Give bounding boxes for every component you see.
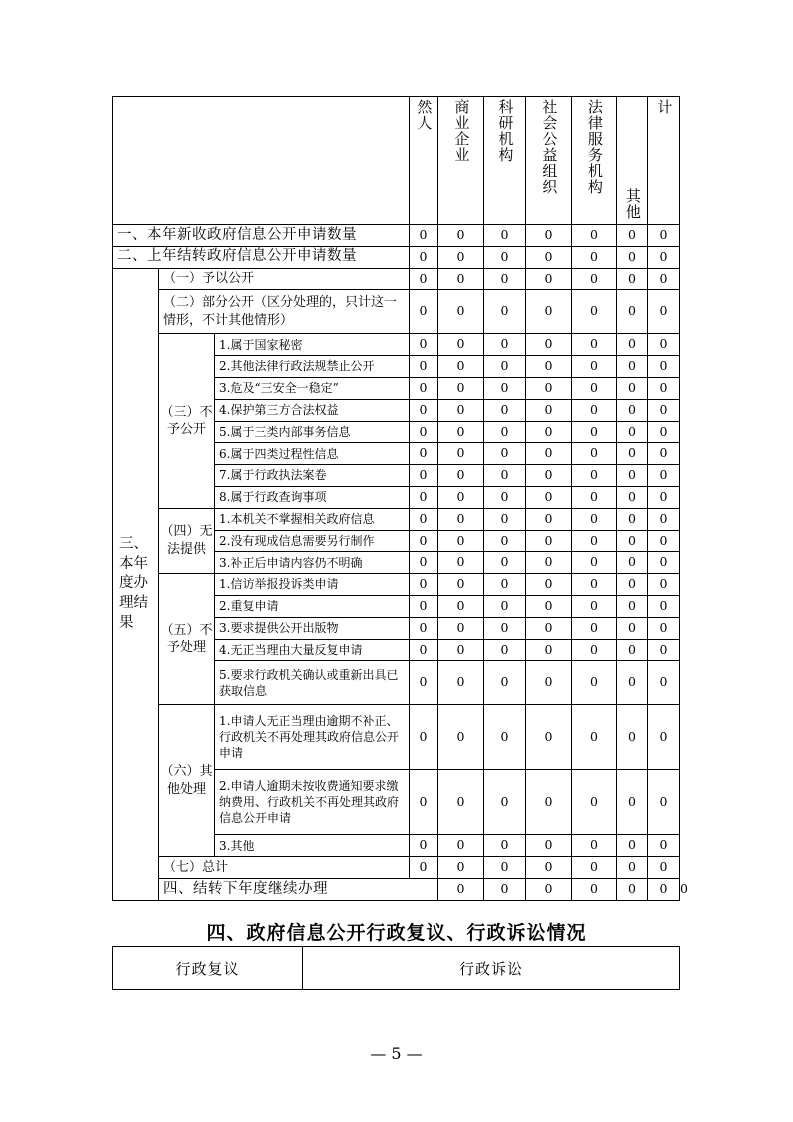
col-other: [617, 97, 648, 225]
cell: 0: [572, 530, 617, 552]
cell: 0: [617, 705, 648, 770]
col-legal: [572, 97, 617, 225]
cell: 0: [648, 857, 680, 879]
row-g6-1: [113, 705, 680, 770]
cell: 0: [617, 595, 648, 617]
cell: 0: [648, 443, 680, 465]
cell: 0: [410, 246, 438, 268]
cell: 0: [484, 290, 526, 334]
cell: 0: [438, 617, 484, 639]
cell: 0: [617, 443, 648, 465]
cell: 0: [484, 617, 526, 639]
cell: 0: [438, 705, 484, 770]
row-label: 8.属于行政查询事项: [215, 486, 410, 508]
row-label: 3.补正后申请内容仍不明确: [215, 552, 410, 574]
row-new-applications: [113, 225, 680, 247]
cell: 0: [526, 399, 572, 421]
cell: 0: [484, 770, 526, 835]
cell: 0: [410, 639, 438, 661]
cell: 0: [648, 465, 680, 487]
cell: 0: [648, 225, 680, 247]
cell: 0: [438, 552, 484, 574]
cell: 0: [484, 421, 526, 443]
cell: 0: [438, 377, 484, 399]
litigation-header: 行政诉讼: [303, 947, 680, 990]
row-label: （七）总计: [159, 857, 410, 879]
cell: 0: [617, 465, 648, 487]
cell: 0: [410, 377, 438, 399]
cell: 0: [648, 399, 680, 421]
cell: 0: [526, 290, 572, 334]
cell: 0: [526, 595, 572, 617]
row-label: 5.属于三类内部事务信息: [215, 421, 410, 443]
cell: 0: [526, 334, 572, 356]
cell: 0: [648, 552, 680, 574]
row-label: 3.危及“三安全一稳定”: [215, 377, 410, 399]
cell: 0: [648, 530, 680, 552]
cell: 0: [572, 334, 617, 356]
row-label: 5.要求行政机关确认或重新出具已获取信息: [215, 661, 410, 705]
cell: 0: [617, 421, 648, 443]
cell: 0: [484, 443, 526, 465]
cell: 0: [617, 377, 648, 399]
cell: 0: [438, 465, 484, 487]
reconsideration-header: 行政复议: [113, 947, 303, 990]
row-g4-1: [113, 508, 680, 530]
cell: 0: [617, 356, 648, 378]
cell: 0: [648, 334, 680, 356]
row-label: 4.无正当理由大量反复申请: [215, 639, 410, 661]
cell: 0: [410, 530, 438, 552]
cell: 0: [648, 356, 680, 378]
cell: 0: [617, 530, 648, 552]
cell: 0: [410, 421, 438, 443]
cell: 0: [484, 268, 526, 290]
cell: 0: [438, 770, 484, 835]
cell: 0: [526, 508, 572, 530]
cell: 0: [410, 552, 438, 574]
row-g1: [113, 268, 680, 290]
row-label: 1.属于国家秘密: [215, 334, 410, 356]
cell: 0: [484, 225, 526, 247]
row-label: 6.属于四类过程性信息: [215, 443, 410, 465]
cell: 0: [648, 574, 680, 596]
col-total-label: 计: [655, 99, 674, 115]
cell: 0: [484, 857, 526, 879]
cell: 0: [572, 246, 617, 268]
cell: 0: [484, 705, 526, 770]
row-carried-over: [113, 246, 680, 268]
cell: 0: [484, 399, 526, 421]
cell: 0: [438, 334, 484, 356]
cell: 0: [526, 486, 572, 508]
cell: 0: [410, 835, 438, 857]
cell: 0: [572, 225, 617, 247]
row-label: 3.其他: [215, 835, 410, 857]
cell: 0: [526, 465, 572, 487]
cell: 0: [484, 530, 526, 552]
cell: 0: [617, 268, 648, 290]
cell: 0: [526, 857, 572, 879]
header-blank-cell: [113, 97, 410, 225]
cell: 0: [410, 595, 438, 617]
group-5-label: （五）不予处理: [159, 574, 215, 705]
cell: 0: [438, 878, 484, 900]
cell: 0: [648, 508, 680, 530]
row-label: 一、本年新收政府信息公开申请数量: [113, 225, 410, 247]
cell: 0: [438, 399, 484, 421]
cell: 0: [572, 421, 617, 443]
row-label: 2.其他法律行政法规禁止公开: [215, 356, 410, 378]
cell: 0: [648, 639, 680, 661]
cell: 0: [484, 465, 526, 487]
cell: 0: [484, 661, 526, 705]
cell: 0: [526, 246, 572, 268]
cell: 0: [438, 857, 484, 879]
cell: 0: [410, 225, 438, 247]
row-label: 2.没有现成信息需要另行制作: [215, 530, 410, 552]
cell: 0: [648, 878, 680, 900]
cell: 0: [526, 705, 572, 770]
col-social-label: 社会公益组织: [540, 99, 559, 195]
cell: 0: [526, 530, 572, 552]
cell: 0: [572, 835, 617, 857]
row-label: 二、上年结转政府信息公开申请数量: [113, 246, 410, 268]
row-label: 四、结转下年度继续办理: [159, 878, 438, 900]
cell: 0: [438, 574, 484, 596]
cell: 0: [410, 268, 438, 290]
cell: 0: [526, 574, 572, 596]
cell: 0: [438, 508, 484, 530]
cell: 0: [484, 508, 526, 530]
cell: 0: [410, 508, 438, 530]
col-total: [648, 97, 680, 225]
col-commercial: [438, 97, 484, 225]
row-label: 7.属于行政执法案卷: [215, 465, 410, 487]
review-table: [112, 946, 680, 990]
cell: 0: [572, 268, 617, 290]
cell: 0: [410, 334, 438, 356]
cell: 0: [526, 443, 572, 465]
cell: 0: [526, 617, 572, 639]
cell: 0: [648, 486, 680, 508]
cell: 0: [410, 661, 438, 705]
cell: 0: [484, 574, 526, 596]
cell: 0: [617, 857, 648, 879]
row-g3-1: [113, 334, 680, 356]
cell: 0: [648, 421, 680, 443]
section-3-label: 三、本年度办理结果: [113, 268, 159, 900]
cell: 0: [572, 377, 617, 399]
page-number: — 5 —: [370, 1044, 423, 1063]
cell: 0: [617, 508, 648, 530]
cell: 0: [484, 377, 526, 399]
row-g5-1: [113, 574, 680, 596]
group-4-label: （四）无法提供: [159, 508, 215, 573]
cell: 0: [526, 356, 572, 378]
cell: 0: [526, 421, 572, 443]
cell: 0: [410, 705, 438, 770]
cell: 0: [572, 617, 617, 639]
cell: 0: [526, 835, 572, 857]
cell: 0: [484, 334, 526, 356]
cell: 0: [438, 595, 484, 617]
cell: 0: [438, 268, 484, 290]
cell: 0: [572, 486, 617, 508]
cell: 0: [648, 246, 680, 268]
cell: 0: [410, 399, 438, 421]
cell: 0: [484, 356, 526, 378]
cell: 0: [410, 486, 438, 508]
cell: 0: [410, 617, 438, 639]
cell: 0: [410, 857, 438, 879]
row-label: 3.要求提供公开出版物: [215, 617, 410, 639]
cell: 0: [438, 639, 484, 661]
cell: 0: [572, 574, 617, 596]
cell: 0: [438, 225, 484, 247]
row-label: （一）予以公开: [159, 268, 410, 290]
cell: 0: [648, 770, 680, 835]
row-label: （二）部分公开（区分处理的，只计这一情形，不计其他情形）: [159, 290, 410, 334]
row-label: 2.申请人逾期未按收费通知要求缴纳费用、行政机关不再处理其政府信息公开申请: [215, 770, 410, 835]
cell: 0: [648, 835, 680, 857]
cell: 0: [410, 290, 438, 334]
cell: 0: [617, 770, 648, 835]
cell: 0: [526, 552, 572, 574]
cell: 0: [617, 246, 648, 268]
cell: 0: [648, 595, 680, 617]
cell: 0: [438, 421, 484, 443]
cell: 0: [484, 246, 526, 268]
cell: 0: [438, 530, 484, 552]
row-label: 1.信访举报投诉类申请: [215, 574, 410, 596]
cell: 0: [484, 595, 526, 617]
cell: 0: [617, 552, 648, 574]
cell: 0: [484, 552, 526, 574]
row-label: 1.本机关不掌握相关政府信息: [215, 508, 410, 530]
cell: 0: [648, 705, 680, 770]
cell: 0: [648, 377, 680, 399]
cell: 0: [617, 878, 648, 900]
cell: 0: [617, 334, 648, 356]
col-commercial-label: 商业企业: [452, 99, 471, 163]
cell: 0: [410, 443, 438, 465]
cell: 0: [526, 639, 572, 661]
row-label: 4.保护第三方合法权益: [215, 399, 410, 421]
cell: 0: [526, 878, 572, 900]
cell: 0: [648, 617, 680, 639]
cell: 0: [572, 878, 617, 900]
cell: 0: [648, 290, 680, 334]
cell: 0: [572, 465, 617, 487]
cell: 0: [438, 290, 484, 334]
cell: 0: [617, 399, 648, 421]
row-label: 2.重复申请: [215, 595, 410, 617]
cell: 0: [484, 486, 526, 508]
cell: 0: [572, 661, 617, 705]
row-g2: [113, 290, 680, 334]
cell: 0: [438, 835, 484, 857]
col-natural-person: [410, 97, 438, 225]
cell: 0: [617, 574, 648, 596]
cell: 0: [438, 486, 484, 508]
cell: 0: [438, 356, 484, 378]
cell: 0: [572, 552, 617, 574]
cell: 0: [617, 835, 648, 857]
cell: 0: [572, 595, 617, 617]
cell: 0: [526, 225, 572, 247]
cell: 0: [438, 661, 484, 705]
cell: 0: [410, 574, 438, 596]
application-statistics-table: [112, 96, 688, 901]
col-research: [484, 97, 526, 225]
col-research-label: 科研机构: [496, 99, 515, 163]
cell: 0: [410, 356, 438, 378]
cell: 0: [617, 486, 648, 508]
cell: 0: [572, 508, 617, 530]
cell: 0: [617, 617, 648, 639]
cell: 0: [526, 770, 572, 835]
cell: 0: [484, 878, 526, 900]
row-carry-forward: 四、结转下年度继续办理 0 0 0 0 0 0 0: [113, 878, 680, 900]
cell: 0: [648, 268, 680, 290]
cell: 0: [410, 770, 438, 835]
section-title: 四、政府信息公开行政复议、行政诉讼情况: [206, 922, 587, 944]
cell: 0: [572, 356, 617, 378]
cell: 0: [617, 639, 648, 661]
cell: 0: [410, 465, 438, 487]
col-other-label: 其他: [623, 188, 642, 220]
row-g7: [113, 857, 680, 879]
group-3-label: （三）不予公开: [159, 334, 215, 508]
cell: 0: [572, 705, 617, 770]
cell: 0: [572, 443, 617, 465]
cell: 0: [648, 661, 680, 705]
cell: 0: [572, 770, 617, 835]
cell: 0: [617, 290, 648, 334]
group-6-label: （六）其他处理: [159, 705, 215, 857]
cell: 0: [572, 857, 617, 879]
cell: 0: [526, 661, 572, 705]
header-row: [113, 97, 680, 225]
col-natural-person-label: 然人: [415, 99, 434, 131]
cell: 0: [526, 377, 572, 399]
cell: 0: [526, 268, 572, 290]
cell: 0: [438, 443, 484, 465]
col-social: [526, 97, 572, 225]
cell: 0: [572, 290, 617, 334]
cell: 0: [572, 639, 617, 661]
cell: 0: [572, 399, 617, 421]
cell: 0: [484, 835, 526, 857]
row-label: 1.申请人无正当理由逾期不补正、行政机关不再处理其政府信息公开申请: [215, 705, 410, 770]
col-legal-label: 法律服务机构: [585, 99, 604, 195]
cell: 0: [617, 661, 648, 705]
cell: 0: [617, 225, 648, 247]
cell: 0: [438, 246, 484, 268]
cell: 0: [484, 639, 526, 661]
